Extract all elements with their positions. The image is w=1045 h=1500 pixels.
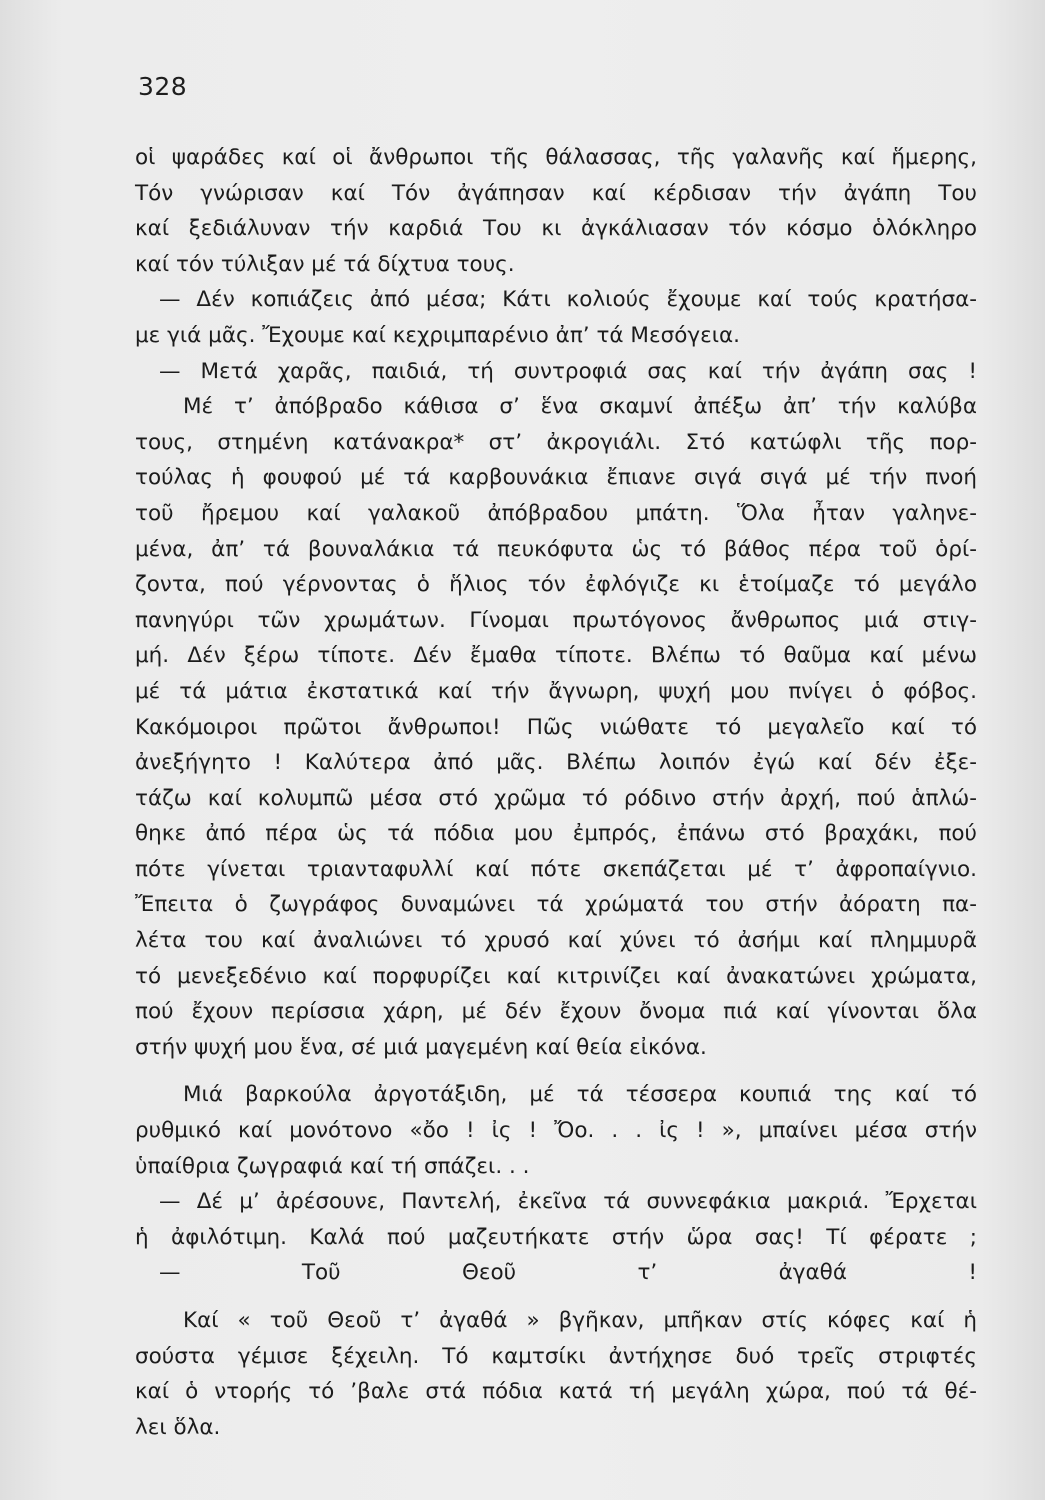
text-line: ζοντα, πού γέρνοντας ὁ ἥλιος τόν ἐφλόγιζε κι ἑτοίμαζε τό μεγάλο: [135, 572, 977, 598]
body-text: [135, 140, 977, 1445]
text-line: Μέ τ’ ἀπόβραδο κάθισα σ’ ἕνα σκαμνί ἀπέξω ἀπ’ τήν καλύβα: [183, 394, 977, 420]
text-line: Καί « τοῦ Θεοῦ τ’ ἀγαθά » βγῆκαν, μπῆκαν στίς κόφες καί ἡ: [183, 1308, 977, 1333]
text-line: Τόν γνώρισαν καί Τόν ἀγάπησαν καί κέρδισαν τήν ἀγάπη Του: [135, 180, 977, 206]
text-line: τούλας ἡ φουφού μέ τά καρβουνάκια ἔπιανε σιγά σιγά μέ τήν πνοή: [135, 465, 977, 491]
text-line: τοῦ ἤρεμου καί γαλακοῦ ἀπόβραδου μπάτη. Ὅλα ἦταν γαληνε-: [135, 500, 977, 526]
text-line: πού ἔχουν περίσσια χάρη, μέ δέν ἔχουν ὄνομα πιά καί γίνονται ὅλα: [135, 999, 977, 1025]
page-number: 328: [138, 72, 188, 101]
text-line: στήν ψυχή μου ἕνα, σέ μιά μαγεμένη καί θεία εἰκόνα.: [135, 1034, 707, 1060]
text-line: σούστα γέμισε ξέχειλη. Τό καμτσίκι ἀντήχησε δυό τρεῖς στριφτές: [135, 1343, 977, 1369]
text-line: ὑπαίθρια ζωγραφιά καί τή σπάζει. . .: [135, 1153, 530, 1179]
text-line: — Μετά χαρᾶς, παιδιά, τή συντροφιά σας καί τήν ἀγάπη σας !: [159, 358, 977, 384]
text-line: μένα, ἀπ’ τά βουναλάκια τά πευκόφυτα ὡς τό βάθος πέρα τοῦ ὁρί-: [135, 536, 977, 562]
text-line: ἀνεξήγητο ! Καλύτερα ἀπό μᾶς. Βλέπω λοιπόν ἐγώ καί δέν ἐξε-: [135, 750, 977, 776]
text-line: λέτα του καί ἀναλιώνει τό χρυσό καί χύνει τό ἀσήμι καί πλημμυρᾶ: [135, 928, 977, 954]
text-line: — Δέ μ’ ἀρέσουνε, Παντελή, ἐκεῖνα τά συννεφάκια μακριά. Ἔρχεται: [159, 1189, 977, 1215]
text-line: καί ὁ ντορής τό ’βαλε στά πόδια κατά τή μεγάλη χώρα, πού τά θέ-: [135, 1379, 977, 1405]
text-line: καί τόν τύλιξαν μέ τά δίχτυα τους.: [135, 251, 515, 277]
text-line: τό μενεξεδένιο καί πορφυρίζει καί κιτρινίζει καί ἀνακατώνει χρώματα,: [135, 963, 977, 989]
text-line: ρυθμικό καί μονότονο «ὄο ! ἰς ! Ὄο. . . ἰς ! », μπαίνει μέσα στήν: [135, 1118, 977, 1144]
paragraph-gap: [135, 1291, 977, 1303]
text-line: θηκε ἀπό πέρα ὡς τά πόδια μου ἐμπρός, ἐπάνω στό βραχάκι, πού: [135, 821, 977, 847]
text-line: Κακόμοιροι πρῶτοι ἄνθρωποι! Πῶς νιώθατε τό μεγαλεῖο καί τό: [135, 714, 977, 740]
text-line: Ἔπειτα ὁ ζωγράφος δυναμώνει τά χρώματά του στήν ἀόρατη πα-: [135, 892, 977, 918]
text-line: λει ὅλα.: [135, 1414, 221, 1440]
text-line: καί ξεδιάλυναν τήν καρδιά Του κι ἀγκάλιασαν τόν κόσμο ὁλόκληρο: [135, 216, 977, 242]
text-line: ἡ ἀφιλότιμη. Καλά πού μαζευτήκατε στήν ὥρα σας! Τί φέρατε ;: [135, 1224, 977, 1250]
text-line: — Τοῦ Θεοῦ τ’ ἀγαθά !: [159, 1260, 977, 1286]
text-line: πότε γίνεται τριανταφυλλί καί πότε σκεπάζεται μέ τ’ ἀφροπαίγνιο.: [135, 856, 977, 882]
text-line: πανηγύρι τῶν χρωμάτων. Γίνομαι πρωτόγονος ἄνθρωπος μιά στιγ-: [135, 607, 977, 633]
text-line: τάζω καί κολυμπῶ μέσα στό χρῶμα τό ρόδινο στήν ἀρχή, πού ἁπλώ-: [135, 785, 977, 811]
text-line: με γιά μᾶς. Ἔχουμε καί κεχριμπαρένιο ἀπ’ τά Μεσόγεια.: [135, 322, 740, 348]
text-line: οἱ ψαράδες καί οἱ ἄνθρωποι τῆς θάλασσας, τῆς γαλανῆς καί ἥμερης,: [135, 145, 977, 170]
paragraph-gap: [135, 1065, 977, 1077]
text-line: τους, στημένη κατάνακρα* στ’ ἀκρογιάλι. Στό κατώφλι τῆς πορ-: [135, 429, 977, 455]
text-line: — Δέν κοπιάζεις ἀπό μέσα; Κάτι κολιούς ἔχουμε καί τούς κρατήσα-: [159, 287, 977, 313]
text-line: μή. Δέν ξέρω τίποτε. Δέν ἔμαθα τίποτε. Βλέπω τό θαῦμα καί μένω: [135, 643, 977, 669]
text-line: Μιά βαρκούλα ἀργοτάξιδη, μέ τά τέσσερα κουπιά της καί τό: [183, 1082, 977, 1108]
text-line: μέ τά μάτια ἐκστατικά καί τήν ἄγνωρη, ψυχή μου πνίγει ὁ φόβος.: [135, 678, 977, 704]
